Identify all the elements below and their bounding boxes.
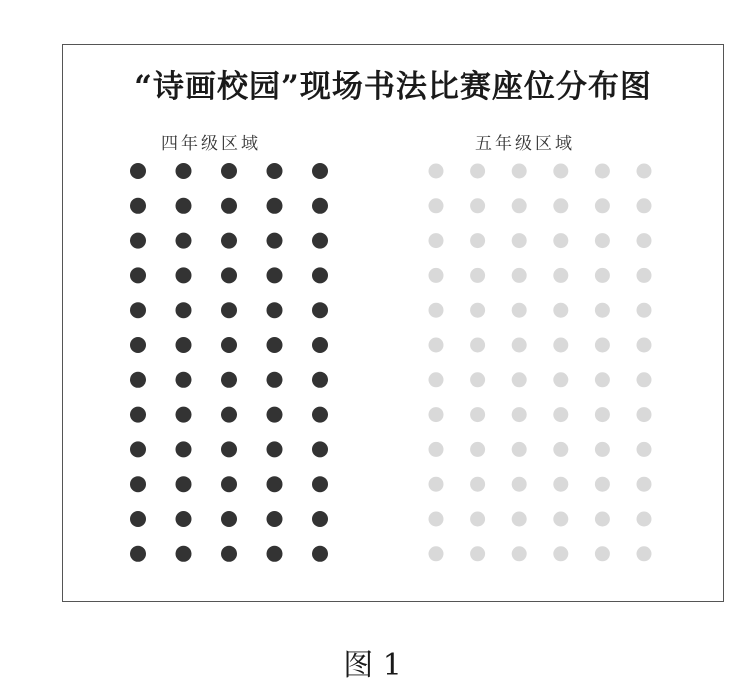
seat-dot bbox=[595, 442, 610, 457]
seat-dot bbox=[512, 442, 527, 457]
seat-dot bbox=[553, 198, 568, 213]
seat-dot bbox=[130, 546, 146, 562]
seat-dot bbox=[267, 302, 283, 318]
seat-dot bbox=[429, 442, 444, 457]
seat-dot bbox=[637, 338, 652, 353]
seat-dot bbox=[267, 441, 283, 457]
seat-dot bbox=[512, 233, 527, 248]
seat-dot bbox=[637, 164, 652, 179]
seat-dot bbox=[130, 511, 146, 527]
seat-dot bbox=[429, 164, 444, 179]
seat-dot bbox=[595, 477, 610, 492]
seat-dot bbox=[512, 338, 527, 353]
diagram-frame bbox=[62, 44, 724, 602]
seat-dot bbox=[595, 338, 610, 353]
seat-dot bbox=[637, 477, 652, 492]
seat-dot bbox=[553, 546, 568, 561]
seat-dot bbox=[130, 302, 146, 318]
grade4-seat-group bbox=[130, 163, 328, 562]
seat-dot bbox=[470, 372, 485, 387]
seat-dot bbox=[312, 163, 328, 179]
seat-dot bbox=[553, 268, 568, 283]
seat-dot bbox=[312, 546, 328, 562]
seat-dot bbox=[312, 233, 328, 249]
seat-dot bbox=[312, 441, 328, 457]
seat-dot bbox=[553, 442, 568, 457]
seat-dot bbox=[553, 512, 568, 527]
seat-dot bbox=[429, 372, 444, 387]
seat-dot bbox=[553, 164, 568, 179]
seat-dot bbox=[595, 372, 610, 387]
seat-dot bbox=[130, 267, 146, 283]
seat-dot bbox=[470, 512, 485, 527]
seat-dot bbox=[637, 268, 652, 283]
seat-dot bbox=[176, 233, 192, 249]
seat-dot bbox=[312, 476, 328, 492]
seat-dot bbox=[267, 476, 283, 492]
seat-dot bbox=[595, 198, 610, 213]
seat-dot bbox=[429, 198, 444, 213]
seat-dot bbox=[553, 233, 568, 248]
seat-dot bbox=[470, 477, 485, 492]
seat-dot bbox=[176, 546, 192, 562]
seat-dot bbox=[429, 546, 444, 561]
seat-dot bbox=[176, 337, 192, 353]
diagram-title: “诗画校园”现场书法比赛座位分布图 bbox=[134, 69, 652, 105]
seat-dot bbox=[221, 198, 237, 214]
seat-dot bbox=[595, 546, 610, 561]
seat-dot bbox=[221, 337, 237, 353]
seat-dot bbox=[130, 441, 146, 457]
seat-dot bbox=[221, 407, 237, 423]
seat-dot bbox=[470, 233, 485, 248]
seat-dot bbox=[130, 233, 146, 249]
seat-dot bbox=[267, 337, 283, 353]
seat-dot bbox=[470, 546, 485, 561]
seat-dot bbox=[221, 476, 237, 492]
seat-dot bbox=[267, 511, 283, 527]
grade4-region-label: 四年级区域 bbox=[161, 134, 261, 154]
seat-dot bbox=[512, 407, 527, 422]
seat-dot bbox=[595, 164, 610, 179]
seat-dot bbox=[221, 267, 237, 283]
seat-dot bbox=[312, 302, 328, 318]
seat-dot bbox=[221, 546, 237, 562]
seat-dot bbox=[512, 512, 527, 527]
seat-dot bbox=[512, 372, 527, 387]
seat-dot bbox=[176, 372, 192, 388]
seat-dot bbox=[637, 512, 652, 527]
seat-dot bbox=[267, 163, 283, 179]
seat-dot bbox=[637, 303, 652, 318]
seat-dot bbox=[176, 511, 192, 527]
seat-dot bbox=[221, 302, 237, 318]
figure-caption: 图 1 bbox=[343, 648, 402, 683]
seat-dot bbox=[429, 233, 444, 248]
seat-dot bbox=[312, 198, 328, 214]
seat-dot bbox=[637, 233, 652, 248]
seat-dot bbox=[470, 198, 485, 213]
seat-dot bbox=[512, 164, 527, 179]
seat-dot bbox=[595, 268, 610, 283]
seat-dot bbox=[553, 407, 568, 422]
seat-dot bbox=[130, 198, 146, 214]
seat-grid bbox=[63, 45, 725, 603]
seat-dot bbox=[553, 303, 568, 318]
seat-dot bbox=[637, 442, 652, 457]
seat-dot bbox=[221, 163, 237, 179]
seat-dot bbox=[221, 441, 237, 457]
seat-dot bbox=[176, 302, 192, 318]
seat-dot bbox=[176, 163, 192, 179]
seat-dot bbox=[130, 476, 146, 492]
seat-dot bbox=[553, 372, 568, 387]
seat-dot bbox=[312, 407, 328, 423]
seat-dot bbox=[176, 476, 192, 492]
seat-dot bbox=[512, 303, 527, 318]
seat-dot bbox=[130, 337, 146, 353]
seat-dot bbox=[470, 338, 485, 353]
seat-dot bbox=[312, 337, 328, 353]
seat-dot bbox=[470, 442, 485, 457]
seat-dot bbox=[267, 233, 283, 249]
seat-dot bbox=[130, 163, 146, 179]
seat-dot bbox=[595, 407, 610, 422]
seat-dot bbox=[176, 267, 192, 283]
seat-dot bbox=[512, 268, 527, 283]
seat-dot bbox=[221, 233, 237, 249]
seat-dot bbox=[429, 477, 444, 492]
seat-dot bbox=[267, 198, 283, 214]
seat-dot bbox=[429, 303, 444, 318]
grade5-seat-group bbox=[429, 164, 652, 562]
seat-dot bbox=[221, 511, 237, 527]
seat-dot bbox=[595, 233, 610, 248]
seat-dot bbox=[130, 372, 146, 388]
seat-dot bbox=[637, 372, 652, 387]
seat-dot bbox=[130, 407, 146, 423]
seat-dot bbox=[312, 372, 328, 388]
seat-dot bbox=[429, 407, 444, 422]
seat-dot bbox=[637, 198, 652, 213]
seat-dot bbox=[176, 441, 192, 457]
seat-dot bbox=[595, 303, 610, 318]
seat-dot bbox=[512, 198, 527, 213]
seat-dot bbox=[267, 267, 283, 283]
seat-dot bbox=[470, 303, 485, 318]
seat-dot bbox=[429, 338, 444, 353]
seat-dot bbox=[267, 546, 283, 562]
seat-dot bbox=[429, 512, 444, 527]
seat-dot bbox=[176, 407, 192, 423]
grade5-region-label: 五年级区域 bbox=[475, 134, 575, 154]
seat-dot bbox=[312, 267, 328, 283]
seat-dot bbox=[637, 407, 652, 422]
seat-dot bbox=[312, 511, 328, 527]
seat-dot bbox=[470, 164, 485, 179]
seat-dot bbox=[512, 477, 527, 492]
seat-dot bbox=[470, 407, 485, 422]
seat-dot bbox=[553, 477, 568, 492]
seat-dot bbox=[553, 338, 568, 353]
seat-dot bbox=[429, 268, 444, 283]
seat-dot bbox=[637, 546, 652, 561]
seat-dot bbox=[595, 512, 610, 527]
seat-dot bbox=[221, 372, 237, 388]
seat-dot bbox=[267, 407, 283, 423]
seat-dot bbox=[512, 546, 527, 561]
seat-dot bbox=[176, 198, 192, 214]
seat-dot bbox=[267, 372, 283, 388]
seat-dot bbox=[470, 268, 485, 283]
